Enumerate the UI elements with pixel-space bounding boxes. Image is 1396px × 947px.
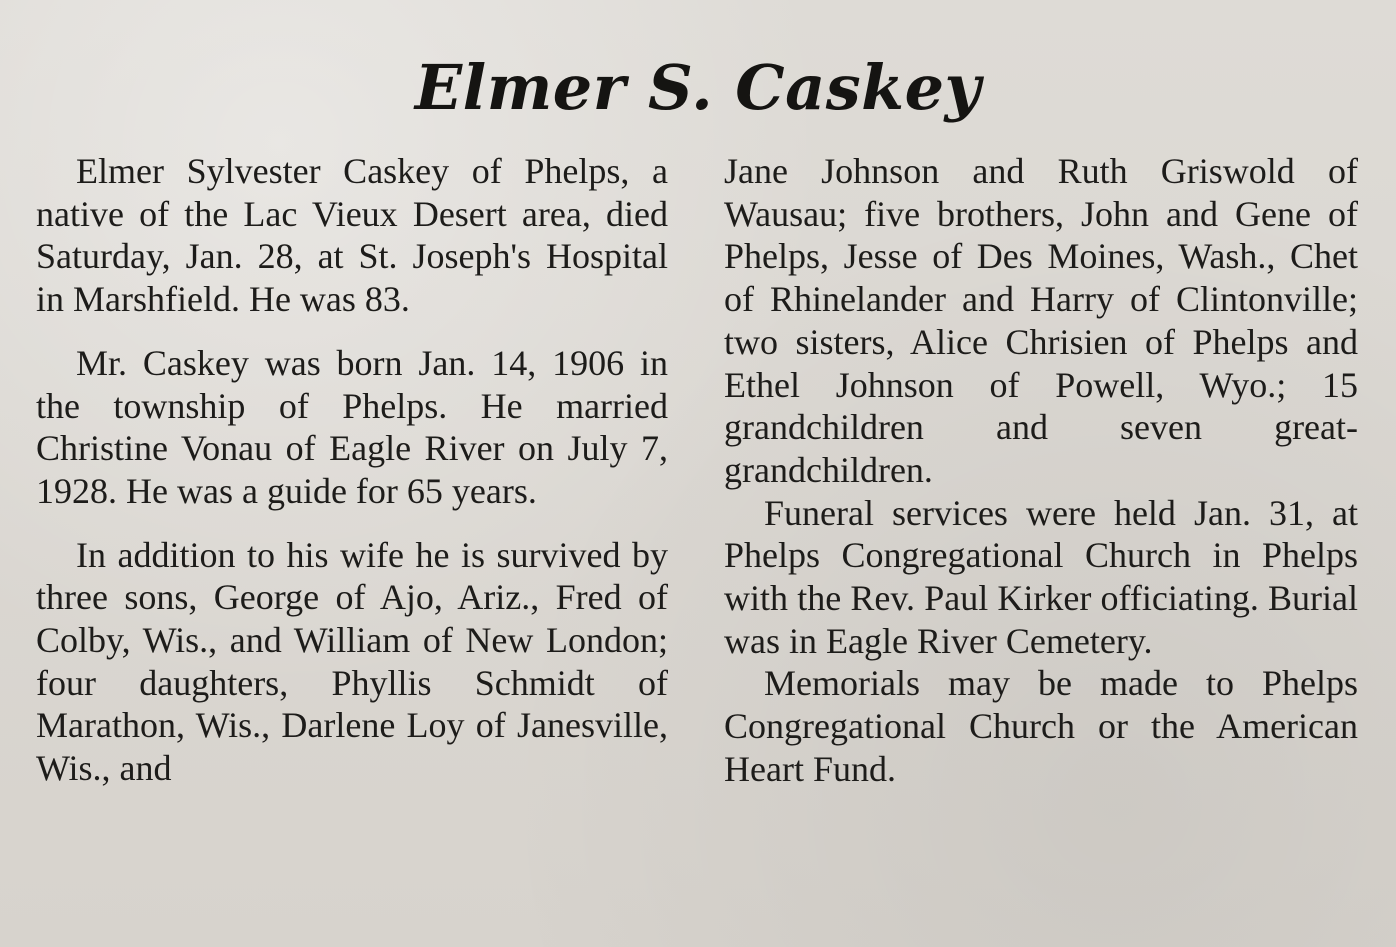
paragraph-death-notice: Elmer Sylvester Caskey of Phelps, a native of the Lac Vieux Desert area, died Saturday, Jan. 28, at St. Joseph's Hospital in Marshfield. He was 83.	[36, 151, 668, 320]
paragraph-funeral-services: Funeral services were held Jan. 31, at Phelps Congregational Church in Phelps with the Rev. Paul Kirker officiating. Burial was in Eagle River Cemetery.	[724, 492, 1358, 661]
obituary-title: Elmer S. Caskey	[414, 51, 982, 124]
paragraph-memorials: Memorials may be made to Phelps Congregational Church or the American Heart Fund.	[724, 663, 1358, 789]
right-column	[724, 150, 1358, 791]
paragraph-survivors: In addition to his wife he is survived by three sons, George of Ajo, Ariz., Fred of Colby, Wis., and William of New London; four daughters, Phyllis Schmidt of Marathon, Wis., Darlene Loy of Janesville, Wis., and	[36, 534, 668, 789]
left-column	[36, 150, 668, 790]
paragraph-survivors-continued: Jane Johnson and Ruth Griswold of Wausau; five brothers, John and Gene of Phelps, Jesse of Des Moines, Wash., Chet of Rhinelander and Harry of Clintonville; two sisters, Alice Chrisien of Phelps and Ethel Johnson of Powell, Wyo.; 15 grandchildren and seven great-grandchildren.	[724, 151, 1358, 490]
paragraph-biography: Mr. Caskey was born Jan. 14, 1906 in the township of Phelps. He married Christine Vonau of Eagle River on July 7, 1928. He was a guide for 65 years.	[36, 342, 668, 511]
